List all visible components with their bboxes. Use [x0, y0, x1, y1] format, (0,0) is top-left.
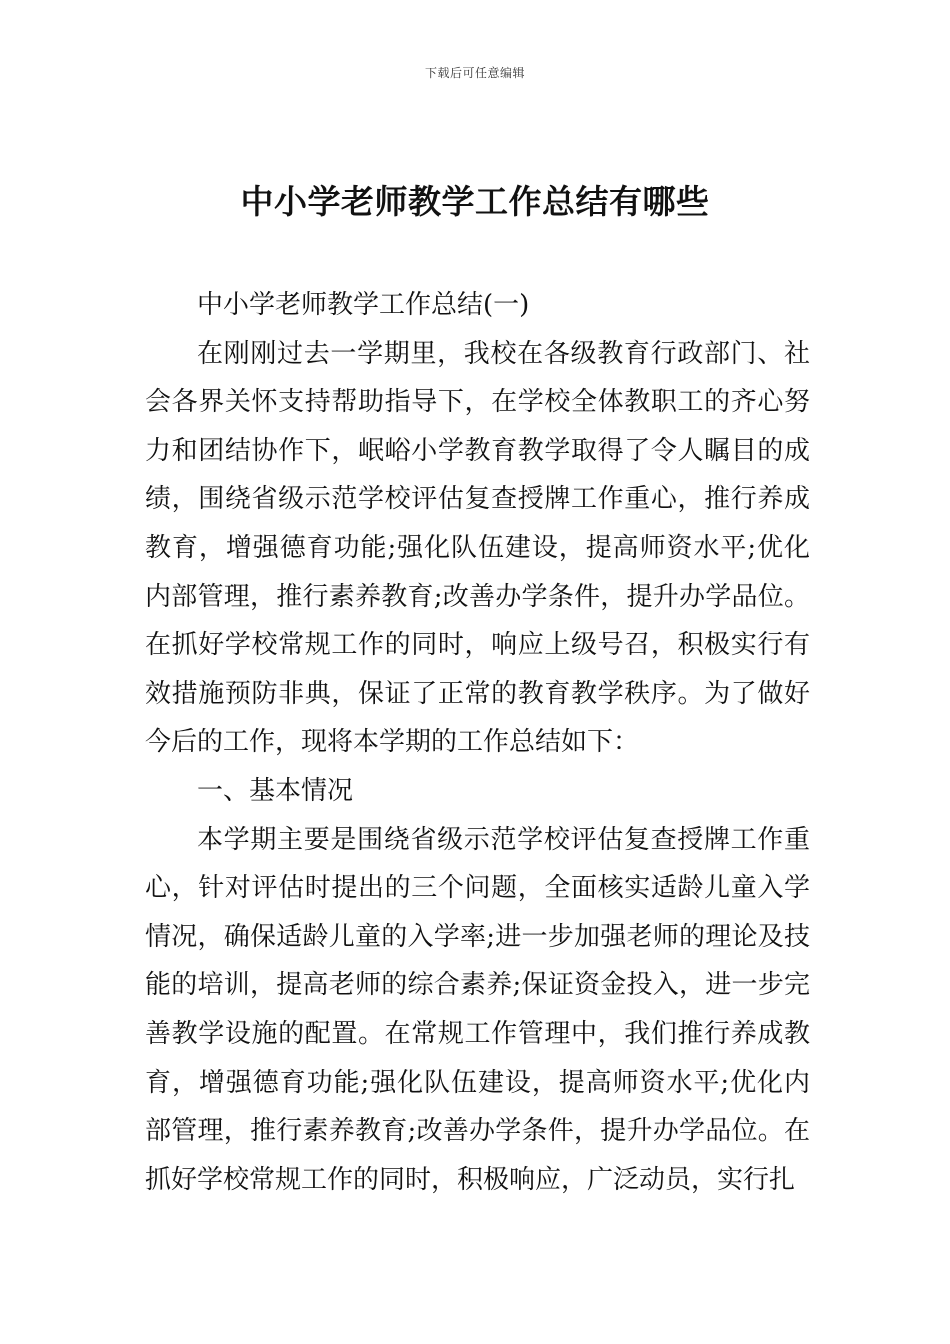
document-title: 中小学老师教学工作总结有哪些 — [240, 182, 710, 221]
header-note: 下载后可任意编辑 — [424, 66, 525, 80]
body-paragraph: 在刚刚过去一学期里，我校在各级教育行政部门、社会各界关怀支持帮助指导下，在学校全体教职工的齐心努力和团结协作下，岷峪小学教育教学取得了令人瞩目的成绩，围绕省级示范学校评估复查授牌工作重心，推行养成教育，增强德育功能;强化队伍建设，提高师资水平;优化内部管理，推行素养教育;改善办学条件，提升办学品位。在抓好学校常规工作的同时，响应上级号召，积极实行有效措施预防非典，保证了正常的教育教学秩序。为了做好今后的工作，现将本学期的工作总结如下： — [145, 338, 810, 758]
section-heading: 中小学老师教学工作总结(一) — [197, 290, 530, 320]
body-paragraph: 本学期主要是围绕省级示范学校评估复查授牌工作重心，针对评估时提出的三个问题，全面核实适龄儿童入学情况，确保适龄儿童的入学率;进一步加强老师的理论及技能的培训，提高老师的综合素养;保证资金投入，进一步完善教学设施的配置。在常规工作管理中，我们推行养成教育，增强德育功能;强化队伍建设，提高师资水平;优化内部管理，推行素养教育;改善办学条件，提升办学品位。在抓好学校常规工作的同时，积极响应，广泛动员，实行扎 — [145, 824, 810, 1195]
document-body — [145, 281, 810, 1204]
section-heading: 一、基本情况 — [197, 775, 354, 806]
